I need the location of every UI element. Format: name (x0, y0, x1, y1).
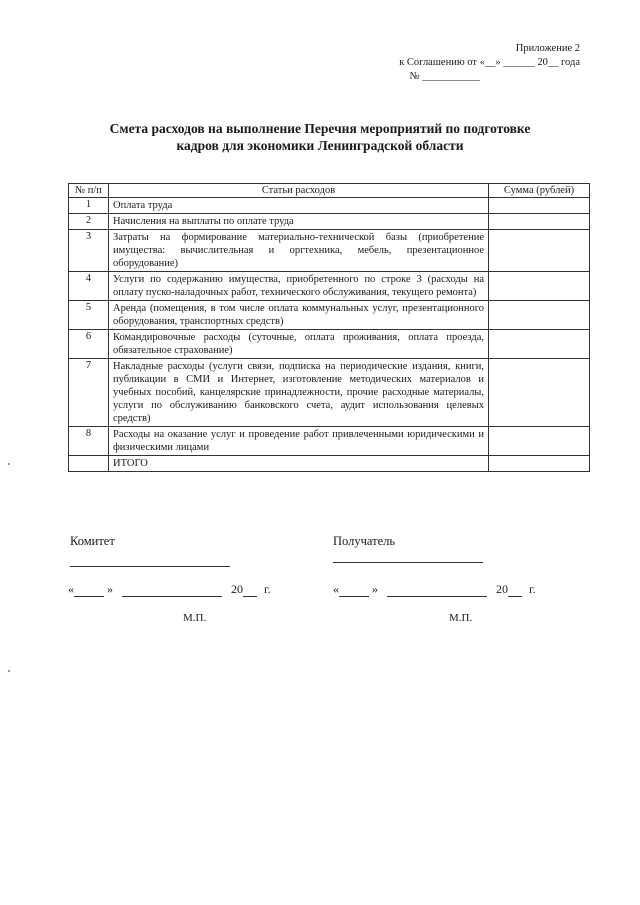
row-amount (489, 359, 590, 427)
row-expense-text: Накладные расходы (услуги связи, подписка на периодические издания, книги, публикации в СМИ и Интернет, изготовление методических материалов и учебных пособий, канцелярские принадлежности, прочие расходные материалы, услуги по обслуживанию банковского счета, аудит использования целевых средств) (109, 359, 489, 427)
appendix-number: Приложение 2 (515, 43, 580, 54)
row-amount (489, 330, 590, 359)
date-year-suffix: г. (529, 582, 536, 596)
row-number: 3 (69, 230, 109, 272)
row-number (69, 456, 109, 472)
seal-place-committee: М.П. (183, 612, 207, 624)
date-year-suffix: г. (264, 582, 271, 596)
date-quote-open: « (68, 582, 74, 596)
estimate-table (68, 183, 590, 472)
signatory-recipient-label: Получатель (333, 534, 396, 548)
table-row (69, 214, 590, 230)
table-row (69, 198, 590, 214)
date-quote-close: » (372, 582, 378, 596)
title-line-2: кадров для экономики Ленинградской области (176, 138, 464, 153)
date-field-committee (68, 582, 271, 597)
table-row (69, 359, 590, 427)
title-line-1: Смета расходов на выполнение Перечня мероприятий по подготовке (109, 121, 531, 136)
row-amount (489, 230, 590, 272)
row-amount (489, 427, 590, 456)
table-row-total (69, 456, 590, 472)
row-number: 8 (69, 427, 109, 456)
row-expense-text: Командировочные расходы (суточные, оплата проживания, оплата проезда, обязательное страхование) (109, 330, 489, 359)
signature-line-committee (70, 566, 230, 567)
row-number: 1 (69, 198, 109, 214)
row-amount (489, 214, 590, 230)
header-expense-item: Статьи расходов (109, 184, 489, 198)
signatory-committee-label: Комитет (70, 534, 115, 548)
row-number: 2 (69, 214, 109, 230)
date-year: 20 (231, 582, 243, 596)
row-expense-text: Аренда (помещения, в том числе оплата коммунальных услуг, презентационного оборудования, транспортных средств) (109, 301, 489, 330)
scan-speck (8, 670, 10, 672)
row-number: 5 (69, 301, 109, 330)
appendix-agreement-ref: к Соглашению от «__» ______ 20__ года (399, 57, 580, 68)
appendix-agreement-number: № ___________ (409, 71, 480, 82)
row-expense-text: Расходы на оказание услуг и проведение работ привлеченными юридическими и физическими лицами (109, 427, 489, 456)
row-number: 7 (69, 359, 109, 427)
signature-line-recipient (333, 562, 483, 563)
table-row (69, 427, 590, 456)
date-quote-close: » (107, 582, 113, 596)
row-amount (489, 272, 590, 301)
date-year: 20 (496, 582, 508, 596)
row-total-amount (489, 456, 590, 472)
row-expense-text: Услуги по содержанию имущества, приобретенного по строке 3 (расходы на оплату пуско-наладочных работ, технического обслуживания, текущего ремонта) (109, 272, 489, 301)
table-row (69, 330, 590, 359)
row-expense-text: Начисления на выплаты по оплате труда (109, 214, 489, 230)
row-amount (489, 301, 590, 330)
row-expense-text: Затраты на формирование материально-технической базы (приобретение имущества: вычислительная и оргтехника, мебель, презентационное оборудование) (109, 230, 489, 272)
header-number: № п/п (69, 184, 109, 198)
table-row (69, 272, 590, 301)
row-expense-text: Оплата труда (109, 198, 489, 214)
seal-place-recipient: М.П. (449, 612, 473, 624)
date-field-recipient (333, 582, 536, 597)
row-amount (489, 198, 590, 214)
header-amount: Сумма (рублей) (489, 184, 590, 198)
scan-speck (8, 463, 10, 465)
appendix-header (340, 42, 580, 84)
row-number: 4 (69, 272, 109, 301)
document-title (70, 120, 570, 154)
table-row (69, 230, 590, 272)
table-row (69, 301, 590, 330)
table-header-row (69, 184, 590, 198)
row-total-label: ИТОГО (109, 456, 489, 472)
date-quote-open: « (333, 582, 339, 596)
row-number: 6 (69, 330, 109, 359)
